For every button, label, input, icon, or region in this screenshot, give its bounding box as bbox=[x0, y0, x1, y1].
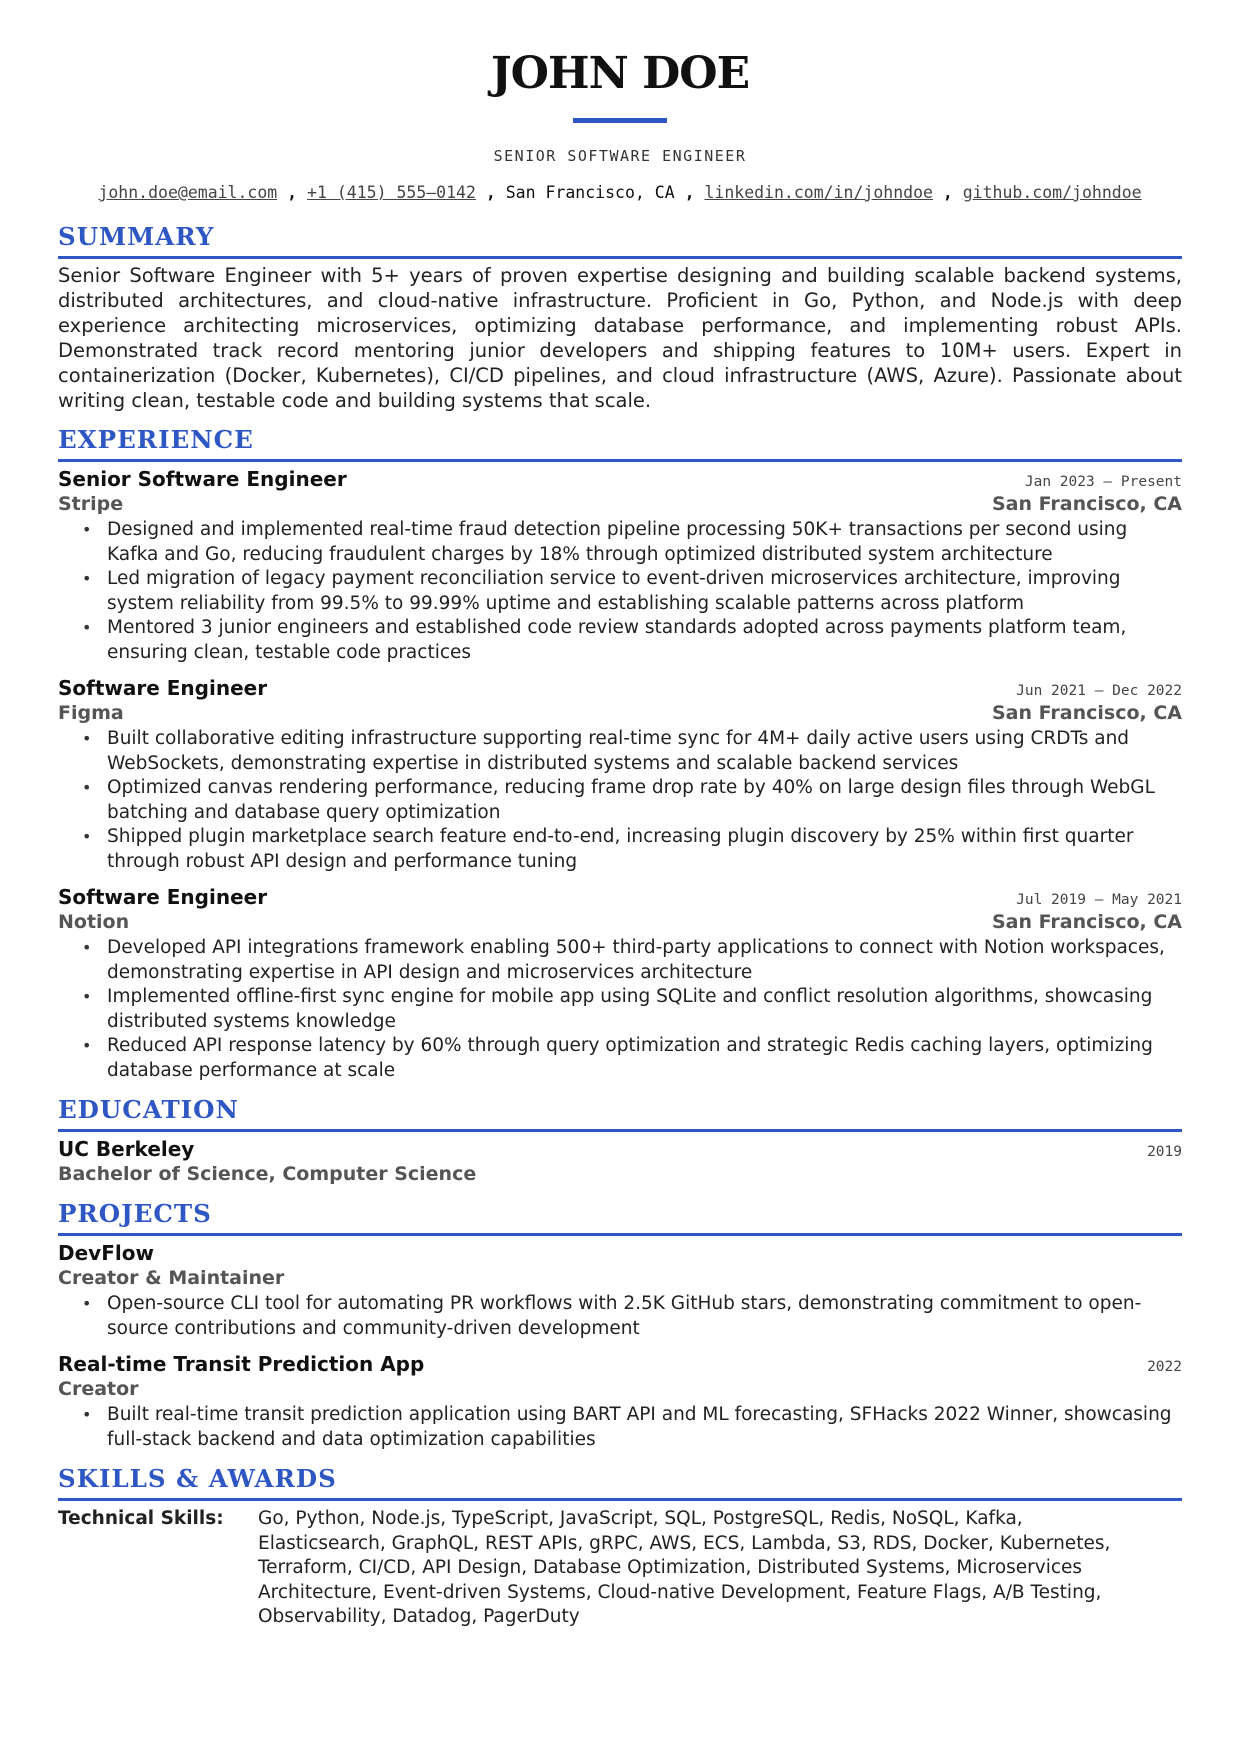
bullet-item: • Implemented offline-first sync engine for mobile app using SQLite and conflict resolution algorithms, showcasing distributed systems knowledge bbox=[58, 985, 1182, 1034]
job-company: Stripe bbox=[58, 493, 124, 515]
skills-row bbox=[58, 1507, 1182, 1630]
bullet-item: • Built real-time transit prediction application using BART API and ML forecasting, SFHacks 2022 Winner, showcasing full-stack backend and data optimization capabilities bbox=[58, 1403, 1182, 1452]
job-company: Notion bbox=[58, 911, 130, 933]
bullet-item: • Shipped plugin marketplace search feature end-to-end, increasing plugin discovery by 25% within first quarter through robust API design and performance tuning bbox=[58, 825, 1182, 874]
job-entry bbox=[58, 675, 1182, 874]
bullet-item: • Designed and implemented real-time fraud detection pipeline processing 50K+ transactions per second using Kafka and Go, reducing fraudulent charges by 18% through optimized distributed system architecture bbox=[58, 518, 1182, 567]
section-title-experience: EXPERIENCE bbox=[58, 425, 254, 454]
bullet-item: • Led migration of legacy payment reconciliation service to event-driven microservices architecture, improving system reliability from 99.5% to 99.99% uptime and establishing scalable patterns across platform bbox=[58, 567, 1182, 616]
job-bullets bbox=[58, 727, 1182, 874]
summary-section bbox=[58, 222, 1182, 259]
job-role: Software Engineer bbox=[58, 885, 268, 909]
bullet-item: • Built collaborative editing infrastructure supporting real-time sync for 4M+ daily active users using CRDTs and WebSockets, demonstrating expertise in distributed systems and scalable backend services bbox=[58, 727, 1182, 776]
school-name: UC Berkeley bbox=[58, 1137, 195, 1161]
contact-separator: , bbox=[684, 183, 695, 202]
candidate-name: JOHN DOE bbox=[490, 48, 750, 99]
linkedin-link[interactable]: linkedin.com/in/johndoe bbox=[704, 183, 933, 202]
project-name: Real-time Transit Prediction App bbox=[58, 1352, 425, 1376]
project-role: Creator & Maintainer bbox=[58, 1267, 285, 1289]
job-entry bbox=[58, 466, 1182, 665]
project-bullets bbox=[58, 1403, 1182, 1452]
job-dates: Jan 2023 – Present bbox=[1024, 474, 1182, 490]
project-entry bbox=[58, 1351, 1182, 1452]
bullet-item: • Mentored 3 junior engineers and established code review standards adopted across payments platform team, ensuring clean, testable code practices bbox=[58, 616, 1182, 665]
job-location: San Francisco, CA bbox=[991, 493, 1182, 515]
skills-section bbox=[58, 1464, 1182, 1501]
contact-separator: , bbox=[287, 183, 298, 202]
section-rule bbox=[58, 256, 1182, 259]
job-entry bbox=[58, 884, 1182, 1083]
education-section bbox=[58, 1095, 1182, 1132]
email-link[interactable]: john.doe@email.com bbox=[98, 183, 278, 202]
section-title-summary: SUMMARY bbox=[58, 222, 215, 251]
summary-text: Senior Software Engineer with 5+ years of proven expertise designing and building scalable backend systems, distributed architectures, and cloud-native infrastructure. Proficient in Go, Python, and Node.js with deep experience architecting microservices, optimizing database performance, and implementing robust APIs. Demonstrated track record mentoring junior developers and shipping features to 10M+ users. Expert in containerization (Docker, Kubernetes), CI/CD pipelines, and cloud infrastructure (AWS, Azure). Passionate about writing clean, testable code and building systems that scale. bbox=[58, 264, 1182, 412]
section-title-education: EDUCATION bbox=[58, 1095, 239, 1124]
job-location: San Francisco, CA bbox=[991, 911, 1182, 933]
job-role: Software Engineer bbox=[58, 676, 268, 700]
github-link[interactable]: github.com/johndoe bbox=[962, 183, 1142, 202]
job-dates: Jun 2021 – Dec 2022 bbox=[1016, 683, 1182, 699]
skills-list: Go, Python, Node.js, TypeScript, JavaScript, SQL, PostgreSQL, Redis, NoSQL, Kafka, Elasticsearch, GraphQL, REST APIs, gRPC, AWS, ECS, Lambda, S3, RDS, Docker, Kubernetes, Terraform, CI/CD, API Design, Database Optimization, Distributed Systems, Microservices Architecture, Event-driven Systems, Cloud-native Development, Feature Flags, A/B Testing, Observability, Datadog, PagerDuty bbox=[258, 1508, 1111, 1627]
education-entry bbox=[58, 1136, 1182, 1187]
location-text: San Francisco, CA bbox=[505, 183, 675, 202]
contact-separator: , bbox=[485, 183, 496, 202]
job-company: Figma bbox=[58, 702, 124, 724]
name-underline bbox=[573, 118, 667, 123]
bullet-item: • Optimized canvas rendering performance, reducing frame drop rate by 40% on large design files through WebGL batching and database query optimization bbox=[58, 776, 1182, 825]
section-rule bbox=[58, 1233, 1182, 1236]
job-dates: Jul 2019 – May 2021 bbox=[1016, 892, 1182, 908]
contact-line bbox=[58, 183, 1182, 202]
project-year: 2022 bbox=[1147, 1359, 1182, 1375]
projects-section bbox=[58, 1199, 1182, 1236]
job-bullets bbox=[58, 936, 1182, 1083]
degree: Bachelor of Science, Computer Science bbox=[58, 1163, 477, 1185]
job-title: SENIOR SOFTWARE ENGINEER bbox=[493, 147, 747, 165]
resume-header bbox=[58, 0, 1182, 202]
bullet-item: • Reduced API response latency by 60% through query optimization and strategic Redis caching layers, optimizing database performance at scale bbox=[58, 1034, 1182, 1083]
phone-link[interactable]: +1 (415) 555–0142 bbox=[307, 183, 476, 202]
contact-separator: , bbox=[942, 183, 953, 202]
job-bullets bbox=[58, 518, 1182, 665]
section-rule bbox=[58, 1498, 1182, 1501]
bullet-item: • Open-source CLI tool for automating PR workflows with 2.5K GitHub stars, demonstrating commitment to open-source contributions and community-driven development bbox=[58, 1292, 1182, 1341]
skills-label: Technical Skills: bbox=[58, 1508, 224, 1529]
section-title-skills: SKILLS & AWARDS bbox=[58, 1464, 337, 1493]
project-name: DevFlow bbox=[58, 1241, 154, 1265]
section-title-projects: PROJECTS bbox=[58, 1199, 212, 1228]
job-role: Senior Software Engineer bbox=[58, 467, 347, 491]
section-rule bbox=[58, 1129, 1182, 1132]
project-entry bbox=[58, 1240, 1182, 1341]
experience-section bbox=[58, 425, 1182, 462]
job-location: San Francisco, CA bbox=[991, 702, 1182, 724]
project-bullets bbox=[58, 1292, 1182, 1341]
project-role: Creator bbox=[58, 1378, 139, 1400]
graduation-year: 2019 bbox=[1147, 1144, 1182, 1160]
section-rule bbox=[58, 459, 1182, 462]
bullet-item: • Developed API integrations framework enabling 500+ third-party applications to connect with Notion workspaces, demonstrating expertise in API design and microservices architecture bbox=[58, 936, 1182, 985]
